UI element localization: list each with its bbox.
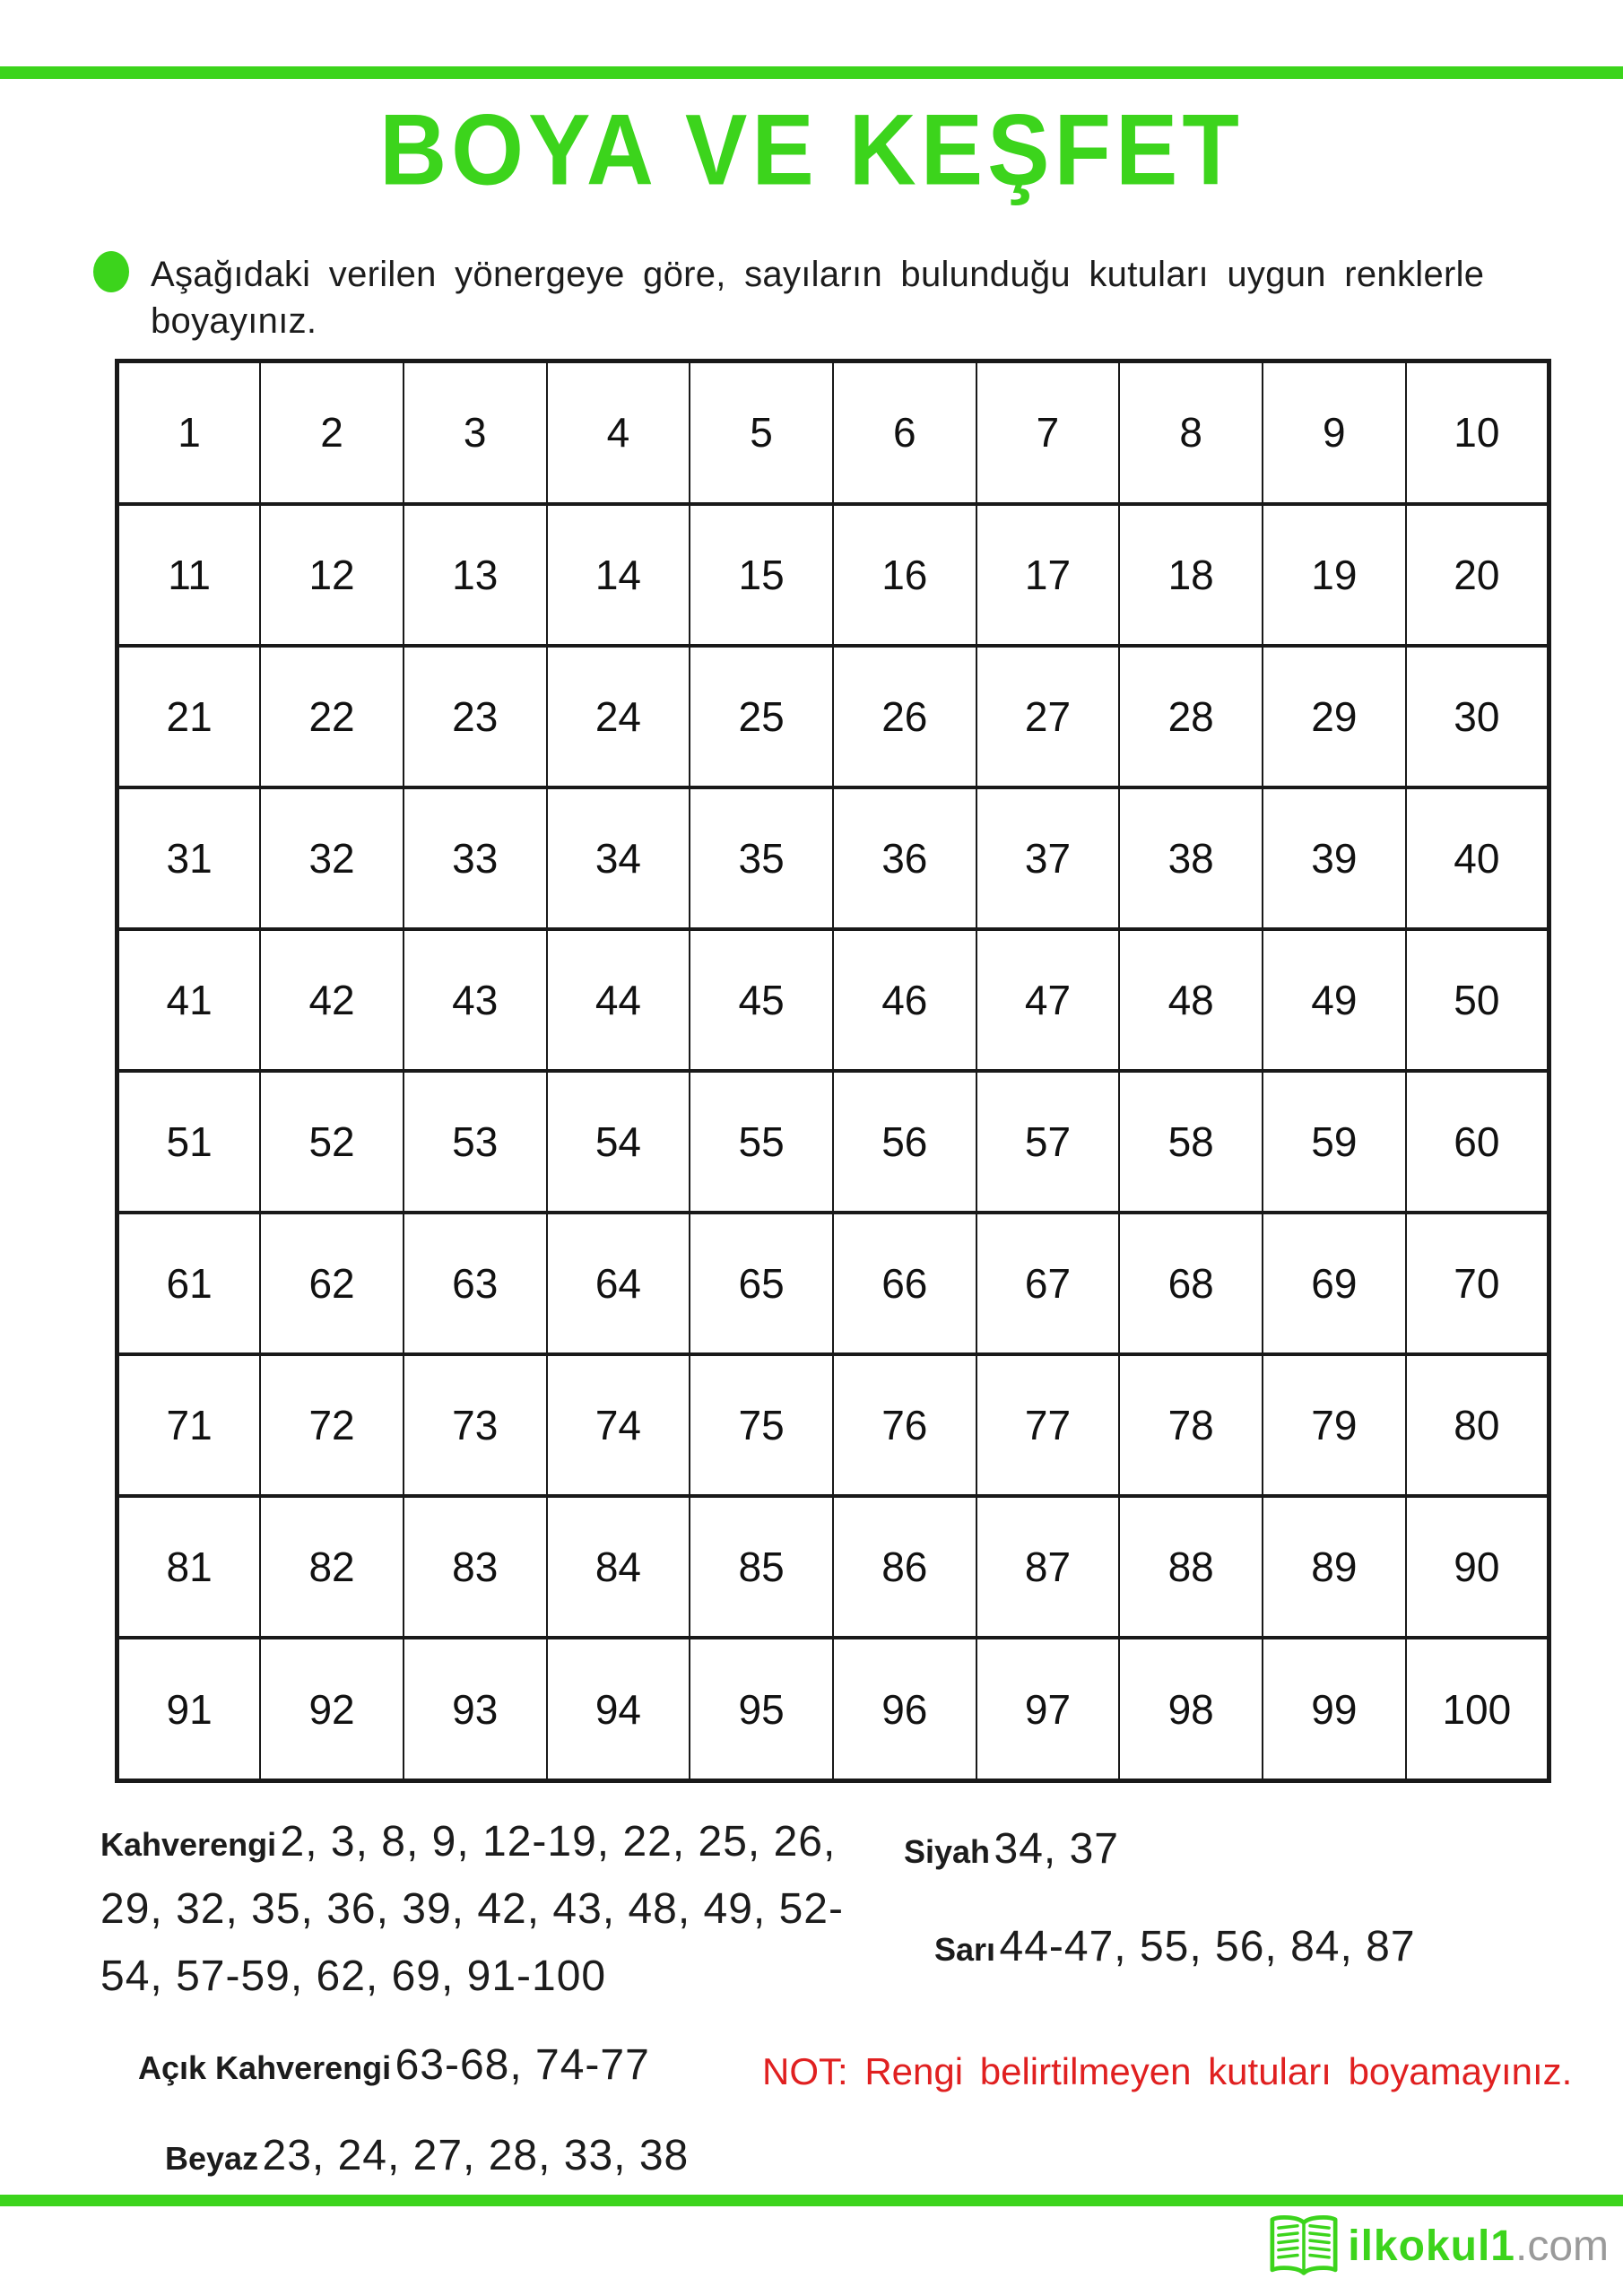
- grid-cell: 41: [117, 929, 261, 1071]
- grid-cell: 26: [833, 646, 976, 787]
- grid-cell: 25: [690, 646, 833, 787]
- key-label: Sarı: [934, 1931, 996, 1968]
- grid-cell: 5: [690, 361, 833, 504]
- key-entry-kahverengi: [100, 1813, 879, 2015]
- grid-cell: 81: [117, 1496, 261, 1638]
- brand-text: [1348, 2222, 1609, 2271]
- grid-cell: 57: [976, 1071, 1120, 1213]
- grid-cell: 70: [1406, 1213, 1549, 1354]
- grid-cell: 3: [404, 361, 547, 504]
- grid-cell: 56: [833, 1071, 976, 1213]
- grid-cell: 94: [547, 1638, 690, 1780]
- grid-cell: 8: [1119, 361, 1263, 504]
- grid-cell: 65: [690, 1213, 833, 1354]
- grid-cell: 21: [117, 646, 261, 787]
- grid-cell: 82: [260, 1496, 404, 1638]
- grid-cell: 72: [260, 1354, 404, 1496]
- grid-cell: 59: [1263, 1071, 1406, 1213]
- grid-cell: 6: [833, 361, 976, 504]
- grid-cell: 2: [260, 361, 404, 504]
- grid-cell: 11: [117, 504, 261, 646]
- brand-suffix: .com: [1515, 2222, 1609, 2270]
- number-grid: [115, 359, 1551, 1783]
- grid-cell: 64: [547, 1213, 690, 1354]
- grid-cell: 99: [1263, 1638, 1406, 1780]
- grid-cell: 67: [976, 1213, 1120, 1354]
- grid-cell: 34: [547, 787, 690, 929]
- key-entry-beyaz: [165, 2127, 879, 2195]
- grid-cell: 29: [1263, 646, 1406, 787]
- grid-cell: 10: [1406, 361, 1549, 504]
- grid-cell: 74: [547, 1354, 690, 1496]
- bottom-divider-bar: [0, 2195, 1623, 2206]
- grid-cell: 84: [547, 1496, 690, 1638]
- grid-cell: 54: [547, 1071, 690, 1213]
- grid-cell: 47: [976, 929, 1120, 1071]
- grid-cell: 40: [1406, 787, 1549, 929]
- grid-cell: 12: [260, 504, 404, 646]
- grid-cell: 49: [1263, 929, 1406, 1071]
- top-divider-bar: [0, 66, 1623, 79]
- grid-cell: 95: [690, 1638, 833, 1780]
- grid-cell: 50: [1406, 929, 1549, 1071]
- note-text: NOT: Rengi belirtilmeyen kutuları boyamayınız.: [762, 2050, 1573, 2092]
- grid-cell: 79: [1263, 1354, 1406, 1496]
- grid-cell: 24: [547, 646, 690, 787]
- key-label: Beyaz: [165, 2140, 259, 2177]
- grid-cell: 19: [1263, 504, 1406, 646]
- key-values: 44-47, 55, 56, 84, 87: [999, 1923, 1416, 1970]
- grid-cell: 9: [1263, 361, 1406, 504]
- grid-cell: 13: [404, 504, 547, 646]
- grid-cell: 42: [260, 929, 404, 1071]
- grid-cell: 60: [1406, 1071, 1549, 1213]
- grid-cell: 51: [117, 1071, 261, 1213]
- footer-logo: [1267, 2206, 1609, 2285]
- grid-cell: 66: [833, 1213, 976, 1354]
- key-entry-siyah: [904, 1821, 1585, 1888]
- grid-cell: 52: [260, 1071, 404, 1213]
- grid-cell: 22: [260, 646, 404, 787]
- grid-cell: 35: [690, 787, 833, 929]
- grid-cell: 92: [260, 1638, 404, 1780]
- key-values: 2, 3, 8, 9, 12-19, 22, 25, 26, 29, 32, 35, 36, 39, 42, 43, 48, 49, 52-54, 57-59, 62, 69, 91-100: [100, 1818, 844, 2000]
- grid-cell: 87: [976, 1496, 1120, 1638]
- grid-cell: 98: [1119, 1638, 1263, 1780]
- instruction-text: Aşağıdaki verilen yönergeye göre, sayıların bulunduğu kutuları uygun renklerle boyayınız.: [151, 255, 1485, 341]
- grid-cell: 30: [1406, 646, 1549, 787]
- grid-cell: 43: [404, 929, 547, 1071]
- grid-cell: 91: [117, 1638, 261, 1780]
- grid-cell: 73: [404, 1354, 547, 1496]
- grid-cell: 28: [1119, 646, 1263, 787]
- grid-cell: 44: [547, 929, 690, 1071]
- grid-cell: 97: [976, 1638, 1120, 1780]
- key-label: Kahverengi: [100, 1826, 277, 1863]
- grid-cell: 100: [1406, 1638, 1549, 1780]
- grid-cell: 93: [404, 1638, 547, 1780]
- grid-cell: 77: [976, 1354, 1120, 1496]
- grid-cell: 4: [547, 361, 690, 504]
- grid-cell: 80: [1406, 1354, 1549, 1496]
- grid-cell: 76: [833, 1354, 976, 1496]
- grid-cell: 86: [833, 1496, 976, 1638]
- grid-cell: 20: [1406, 504, 1549, 646]
- grid-cell: 36: [833, 787, 976, 929]
- key-label: Siyah: [904, 1833, 991, 1870]
- grid-cell: 55: [690, 1071, 833, 1213]
- grid-cell: 14: [547, 504, 690, 646]
- instruction-row: [93, 251, 1564, 344]
- color-key-right: [904, 1821, 1585, 1986]
- grid-cell: 75: [690, 1354, 833, 1496]
- grid-cell: 27: [976, 646, 1120, 787]
- grid-cell: 46: [833, 929, 976, 1071]
- grid-cell: 62: [260, 1213, 404, 1354]
- grid-cell: 61: [117, 1213, 261, 1354]
- grid-cell: 78: [1119, 1354, 1263, 1496]
- page-title: BOYA VE KEŞFET: [379, 94, 1244, 207]
- grid-cell: 7: [976, 361, 1120, 504]
- grid-cell: 63: [404, 1213, 547, 1354]
- bullet-icon: [93, 251, 129, 292]
- grid-cell: 45: [690, 929, 833, 1071]
- grid-cell: 68: [1119, 1213, 1263, 1354]
- grid-cell: 32: [260, 787, 404, 929]
- grid-cell: 71: [117, 1354, 261, 1496]
- grid-cell: 15: [690, 504, 833, 646]
- key-entry-sari: [934, 1918, 1585, 1986]
- grid-cell: 83: [404, 1496, 547, 1638]
- grid-cell: 96: [833, 1638, 976, 1780]
- grid-cell: 88: [1119, 1496, 1263, 1638]
- color-key-left: [100, 1813, 879, 2195]
- grid-cell: 37: [976, 787, 1120, 929]
- grid-cell: 48: [1119, 929, 1263, 1071]
- key-label: Açık Kahverengi: [138, 2049, 392, 2086]
- key-values: 34, 37: [994, 1825, 1119, 1873]
- grid-cell: 23: [404, 646, 547, 787]
- grid-cell: 33: [404, 787, 547, 929]
- grid-cell: 17: [976, 504, 1120, 646]
- grid-cell: 31: [117, 787, 261, 929]
- open-book-icon: [1267, 2206, 1341, 2285]
- grid-cell: 69: [1263, 1213, 1406, 1354]
- grid-cell: 53: [404, 1071, 547, 1213]
- grid-cell: 16: [833, 504, 976, 646]
- grid-cell: 58: [1119, 1071, 1263, 1213]
- key-values: 23, 24, 27, 28, 33, 38: [262, 2132, 690, 2179]
- grid-cell: 39: [1263, 787, 1406, 929]
- grid-cell: 89: [1263, 1496, 1406, 1638]
- grid-cell: 38: [1119, 787, 1263, 929]
- grid-cell: 85: [690, 1496, 833, 1638]
- grid-cell: 90: [1406, 1496, 1549, 1638]
- key-values: 63-68, 74-77: [395, 2041, 650, 2089]
- grid-cell: 1: [117, 361, 261, 504]
- grid-cell: 18: [1119, 504, 1263, 646]
- brand-name: ilkokul1: [1348, 2222, 1515, 2270]
